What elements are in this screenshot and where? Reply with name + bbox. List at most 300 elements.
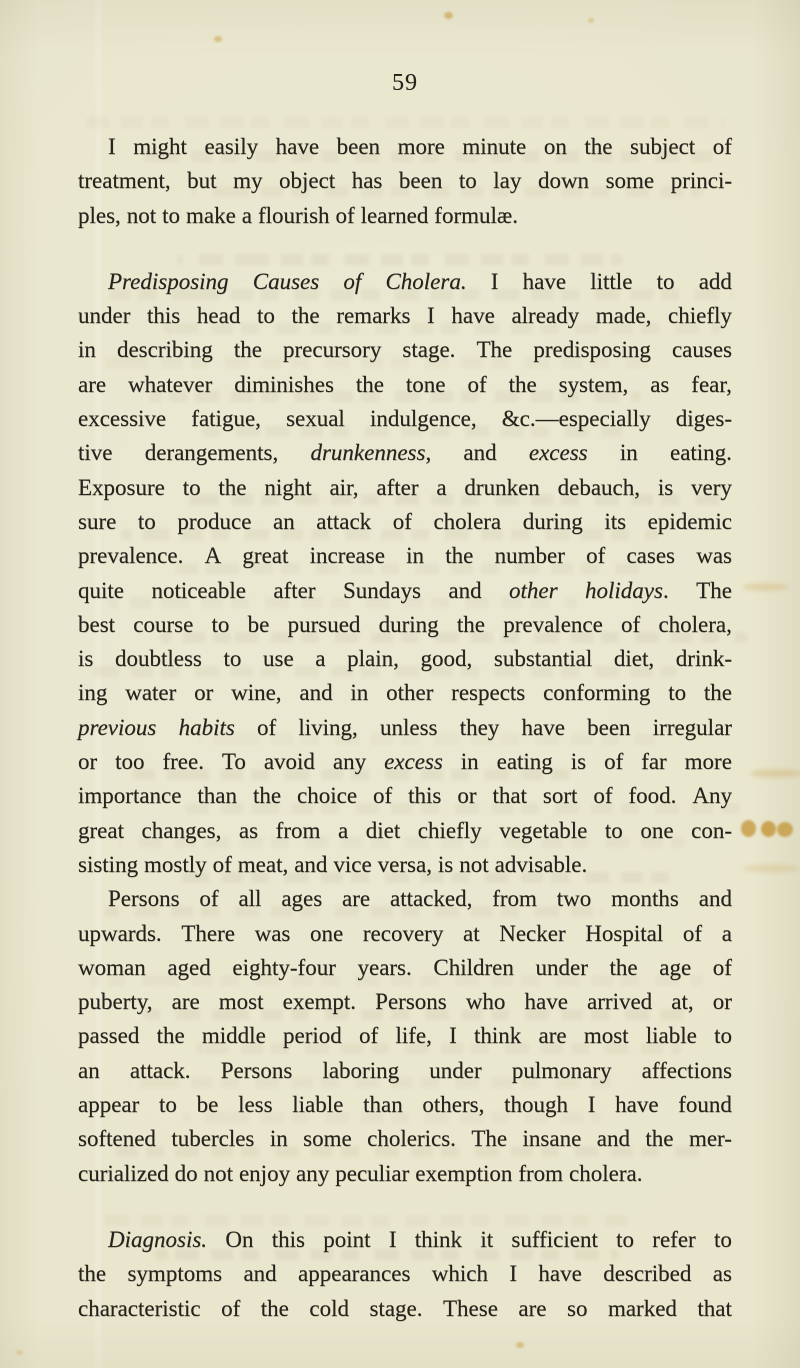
text-line xyxy=(78,299,732,333)
word: of xyxy=(343,268,362,294)
word: importance xyxy=(78,783,182,809)
word: to xyxy=(162,202,181,228)
word: doubtless xyxy=(114,646,202,672)
word: Persons xyxy=(108,886,180,912)
word: conforming xyxy=(543,680,651,706)
text-line xyxy=(78,676,732,710)
word: Exposure xyxy=(78,474,165,500)
word: some xyxy=(303,1126,352,1152)
word: minute xyxy=(462,134,527,159)
word: excess xyxy=(528,440,588,466)
page-number: 59 xyxy=(392,70,418,96)
word: have xyxy=(521,714,565,740)
word: made, xyxy=(595,303,652,329)
word: the xyxy=(78,1261,107,1287)
word: easily xyxy=(204,134,259,159)
foxing-stain xyxy=(750,769,800,778)
word: the xyxy=(445,543,474,569)
word: in xyxy=(406,543,425,569)
word: marked xyxy=(607,1295,677,1321)
text-line xyxy=(78,779,732,813)
word: con- xyxy=(691,817,732,843)
word: Persons xyxy=(220,1057,293,1083)
text-line xyxy=(78,882,732,916)
word: far xyxy=(641,749,667,775)
word: been xyxy=(398,168,443,194)
word: some xyxy=(605,168,655,194)
word: a xyxy=(436,474,447,500)
word: liable xyxy=(292,1092,344,1118)
word: it xyxy=(480,1226,494,1252)
word: under xyxy=(429,1057,482,1083)
word: life, xyxy=(395,1023,432,1049)
word: meat, xyxy=(237,851,289,877)
text-line xyxy=(78,1054,732,1088)
word: do xyxy=(174,1160,198,1186)
word: the xyxy=(260,1295,289,1321)
word: Sundays xyxy=(342,577,421,603)
word: is xyxy=(437,851,454,877)
word: refer xyxy=(652,1226,696,1252)
word: to xyxy=(211,611,230,637)
word: exempt. xyxy=(282,989,357,1015)
word: been xyxy=(336,134,381,159)
word: produce xyxy=(177,508,252,534)
word: to xyxy=(257,303,275,329)
word: on xyxy=(543,134,567,159)
word: holidays. xyxy=(585,577,669,603)
word: one xyxy=(310,920,344,946)
paragraph-intro xyxy=(78,130,732,233)
word: tive xyxy=(78,440,113,466)
word: night xyxy=(264,474,312,500)
word: or xyxy=(457,783,477,809)
word: ages xyxy=(281,886,323,912)
word: after xyxy=(376,474,419,500)
word: the xyxy=(233,337,262,363)
word: habits xyxy=(178,714,235,740)
text-line xyxy=(78,505,732,539)
word: peculiar xyxy=(335,1160,410,1186)
word: to xyxy=(656,268,675,294)
word: stage. xyxy=(402,337,456,363)
word: The xyxy=(696,577,732,603)
text-line xyxy=(78,1157,732,1191)
word: of xyxy=(335,202,355,228)
text-line xyxy=(78,711,732,745)
word: are xyxy=(518,1295,547,1321)
word: and xyxy=(299,680,333,706)
word: its xyxy=(604,508,627,534)
text-line xyxy=(78,333,732,367)
foxing-stain xyxy=(214,36,222,42)
word: versa, xyxy=(377,851,432,877)
word: diges- xyxy=(675,406,732,432)
foxing-stain xyxy=(761,821,776,837)
word: Persons xyxy=(375,989,447,1015)
word: most xyxy=(218,989,264,1015)
word: living, xyxy=(298,714,358,740)
word: prevalence xyxy=(503,611,603,637)
word: to xyxy=(616,1226,635,1252)
word: in xyxy=(350,680,369,706)
word: A xyxy=(204,543,222,569)
word: be xyxy=(247,611,270,637)
text-line xyxy=(78,1122,732,1156)
word: precursory xyxy=(283,337,382,363)
word: not xyxy=(459,851,489,877)
word: To xyxy=(221,749,246,775)
word: a xyxy=(721,920,732,946)
word: to xyxy=(223,646,242,672)
word: On xyxy=(225,1226,254,1252)
foxing-stain xyxy=(444,12,453,19)
word: diminishes xyxy=(234,371,334,397)
word: drunkenness, xyxy=(310,440,432,466)
word: puberty, xyxy=(78,989,153,1015)
word: from xyxy=(275,817,321,843)
word: to xyxy=(604,817,623,843)
word: this xyxy=(147,303,181,329)
word: a xyxy=(337,817,349,843)
word: causes xyxy=(671,337,732,363)
word: or xyxy=(78,749,98,775)
word: princi- xyxy=(670,168,732,194)
word: at xyxy=(462,920,480,946)
text-line xyxy=(78,574,732,608)
text-line xyxy=(78,642,732,676)
word: I xyxy=(587,1092,596,1118)
word: or xyxy=(712,989,732,1015)
word: indulgence, xyxy=(369,406,477,432)
word: predisposing xyxy=(533,337,651,363)
word: best xyxy=(78,611,116,637)
word: they xyxy=(459,714,500,740)
text-line xyxy=(78,164,732,198)
word: have xyxy=(451,303,495,329)
word: stage. xyxy=(369,1295,423,1321)
word: of xyxy=(586,543,606,569)
word: whatever xyxy=(128,371,213,397)
word: of xyxy=(212,851,232,877)
word: has xyxy=(351,168,383,194)
word: drink- xyxy=(675,646,732,672)
word: the xyxy=(584,134,613,159)
word: an xyxy=(78,1057,100,1083)
word: this xyxy=(408,783,442,809)
word: think xyxy=(473,1023,522,1049)
word: choice xyxy=(297,783,358,809)
word: very xyxy=(691,474,732,500)
word: others, xyxy=(422,1092,485,1118)
word: appear xyxy=(78,1092,140,1118)
word: cholera xyxy=(433,508,502,534)
word: age xyxy=(659,954,692,980)
word: have xyxy=(275,134,320,159)
word: advisable. xyxy=(494,851,588,877)
word: I xyxy=(427,303,435,329)
word: noticeable xyxy=(151,577,246,603)
word: in xyxy=(269,1126,288,1152)
word: Cholera. xyxy=(385,268,467,294)
word: eating. xyxy=(669,440,732,466)
word: attacked, xyxy=(389,886,473,912)
word: and xyxy=(463,440,497,466)
word: sure xyxy=(78,508,117,534)
word: Diagnosis. xyxy=(108,1226,208,1252)
word: the xyxy=(508,371,537,397)
word: in xyxy=(460,749,479,775)
word: most xyxy=(583,1023,629,1049)
word: vegetable xyxy=(499,817,588,843)
word: the xyxy=(456,611,486,637)
word: sort xyxy=(542,783,578,809)
word: in xyxy=(78,337,96,363)
word: formulæ. xyxy=(434,202,518,228)
word: previous xyxy=(78,714,157,740)
foxing-stain xyxy=(777,822,793,837)
word: of xyxy=(621,611,641,637)
word: all xyxy=(238,886,262,912)
foxing-stain xyxy=(16,1350,23,1355)
word: the xyxy=(156,1023,185,1049)
word: have xyxy=(522,268,567,294)
word: are xyxy=(171,989,200,1015)
word: object xyxy=(278,168,336,194)
word: cholerics. xyxy=(367,1126,456,1152)
word: have xyxy=(538,1261,582,1287)
text-line xyxy=(78,1292,732,1326)
word: epidemic xyxy=(647,508,732,534)
word: and xyxy=(698,886,732,912)
word: that xyxy=(492,783,527,809)
paragraph-ages-attacked xyxy=(78,882,732,1191)
text-line xyxy=(78,985,732,1019)
word: substantial xyxy=(493,646,593,672)
word: number xyxy=(494,543,565,569)
word: food. xyxy=(628,783,677,809)
word: than xyxy=(197,783,238,809)
word: middle xyxy=(201,1023,266,1049)
word: diet xyxy=(365,817,401,843)
word: air, xyxy=(329,474,359,500)
word: Any xyxy=(692,783,732,809)
word: two xyxy=(556,886,592,912)
word: any xyxy=(332,749,367,775)
word: treatment, xyxy=(78,168,171,194)
word: to xyxy=(159,1092,177,1118)
word: flourish xyxy=(257,202,330,228)
foxing-stain xyxy=(744,864,799,873)
word: than xyxy=(363,1092,403,1118)
word: is xyxy=(657,474,674,500)
word: are xyxy=(538,1023,567,1049)
foxing-stain xyxy=(588,18,594,23)
word: Hospital xyxy=(585,920,664,946)
word: aged xyxy=(167,954,211,980)
word: drunken xyxy=(464,474,540,500)
word: to xyxy=(713,1226,732,1252)
text-line xyxy=(78,1257,732,1291)
word: Necker xyxy=(499,920,566,946)
word: add xyxy=(698,268,732,294)
word: I xyxy=(490,268,499,294)
word: I xyxy=(388,1226,397,1252)
word: plain, xyxy=(347,646,399,672)
word: years. xyxy=(357,954,412,980)
word: affections xyxy=(641,1057,732,1083)
word: of xyxy=(257,714,277,740)
word: good, xyxy=(420,646,473,672)
text-line xyxy=(78,1088,732,1122)
word: &c.—especially xyxy=(501,406,651,432)
word: of xyxy=(392,508,412,534)
word: upwards. xyxy=(78,920,162,946)
word: little xyxy=(590,268,633,294)
word: curialized xyxy=(78,1160,169,1186)
word: have xyxy=(615,1092,659,1118)
word: in xyxy=(619,440,638,466)
word: mer- xyxy=(688,1126,732,1152)
word: I xyxy=(108,134,116,159)
word: this xyxy=(271,1226,305,1252)
word: period xyxy=(283,1023,342,1049)
word: to xyxy=(458,168,477,194)
word: described xyxy=(603,1261,692,1287)
text-line xyxy=(78,402,732,436)
word: I xyxy=(509,1261,518,1287)
foxing-stain xyxy=(516,1342,524,1348)
word: attack. xyxy=(129,1057,191,1083)
bleedthrough-row xyxy=(85,117,725,128)
word: from xyxy=(518,1160,564,1186)
word: water xyxy=(125,680,177,706)
word: the xyxy=(252,783,282,809)
word: as xyxy=(238,817,259,843)
word: was xyxy=(254,920,291,946)
text-line xyxy=(78,471,732,505)
word: of xyxy=(604,749,624,775)
word: great xyxy=(78,817,124,843)
word: diet, xyxy=(613,646,655,672)
word: are xyxy=(78,371,107,397)
word: eating xyxy=(496,749,553,775)
word: the xyxy=(355,371,384,397)
word: any xyxy=(296,1160,330,1186)
word: is xyxy=(570,749,587,775)
word: of xyxy=(712,954,732,980)
foxing-stain xyxy=(742,583,788,591)
word: make xyxy=(186,202,236,228)
text-line xyxy=(78,265,732,299)
word: avoid xyxy=(263,749,315,775)
word: tone xyxy=(405,371,446,397)
word: These xyxy=(443,1295,498,1321)
text-line xyxy=(78,539,732,573)
word: during xyxy=(378,611,439,637)
word: changes, xyxy=(141,817,222,843)
word: recovery xyxy=(362,920,444,946)
word: the xyxy=(609,954,638,980)
word: under xyxy=(78,303,131,329)
word: softened xyxy=(78,1126,156,1152)
word: to xyxy=(182,474,201,500)
word: Causes xyxy=(252,268,320,294)
text-line xyxy=(78,745,732,779)
word: woman xyxy=(78,954,146,980)
word: use xyxy=(263,646,294,672)
word: symptoms xyxy=(127,1261,223,1287)
word: insane xyxy=(522,1126,582,1152)
word: excessive xyxy=(78,406,167,432)
word: pulmonary xyxy=(511,1057,612,1083)
word: that xyxy=(697,1295,732,1321)
word: after xyxy=(273,577,316,603)
word: who xyxy=(465,989,506,1015)
word: and xyxy=(243,1261,277,1287)
word: describing xyxy=(116,337,213,363)
word: sisting xyxy=(78,851,139,877)
word: subject xyxy=(630,134,696,159)
word: the xyxy=(703,680,732,706)
word: already xyxy=(511,303,580,329)
word: at, xyxy=(671,989,694,1015)
word: point xyxy=(323,1226,371,1252)
word: attack xyxy=(316,508,372,534)
word: might xyxy=(133,134,187,159)
word: cold xyxy=(309,1295,349,1321)
word: have xyxy=(524,989,568,1015)
word: free. xyxy=(162,749,204,775)
word: Children xyxy=(433,954,514,980)
word: vice xyxy=(333,851,372,877)
word: cholera. xyxy=(569,1160,643,1186)
word: remarks xyxy=(336,303,411,329)
word: chiefly xyxy=(417,817,482,843)
word: as xyxy=(650,371,670,397)
word: The xyxy=(476,337,513,363)
text-line xyxy=(78,917,732,951)
word: learned xyxy=(360,202,429,228)
word: months xyxy=(611,886,679,912)
word: excess xyxy=(384,749,443,775)
word: enjoy xyxy=(238,1160,291,1186)
word: fear, xyxy=(691,371,732,397)
text-line xyxy=(78,951,732,985)
text-line xyxy=(78,814,732,848)
word: not xyxy=(203,1160,233,1186)
word: to xyxy=(137,508,156,534)
word: The xyxy=(471,1126,508,1152)
word: other xyxy=(386,680,434,706)
paragraph-predisposing-causes xyxy=(78,265,732,882)
word: not xyxy=(126,202,157,228)
word: think xyxy=(414,1226,463,1252)
word: of xyxy=(712,134,732,159)
word: derangements, xyxy=(144,440,279,466)
word: of xyxy=(682,920,703,946)
text-line xyxy=(78,130,732,164)
word: a xyxy=(315,646,326,672)
word: arrived xyxy=(587,989,653,1015)
word: the xyxy=(218,474,247,500)
text-line xyxy=(78,1223,732,1257)
word: the xyxy=(645,1126,674,1152)
word: lay xyxy=(493,168,522,194)
word: appearances xyxy=(298,1261,411,1287)
word: and xyxy=(294,851,328,877)
word: I xyxy=(449,1023,457,1049)
